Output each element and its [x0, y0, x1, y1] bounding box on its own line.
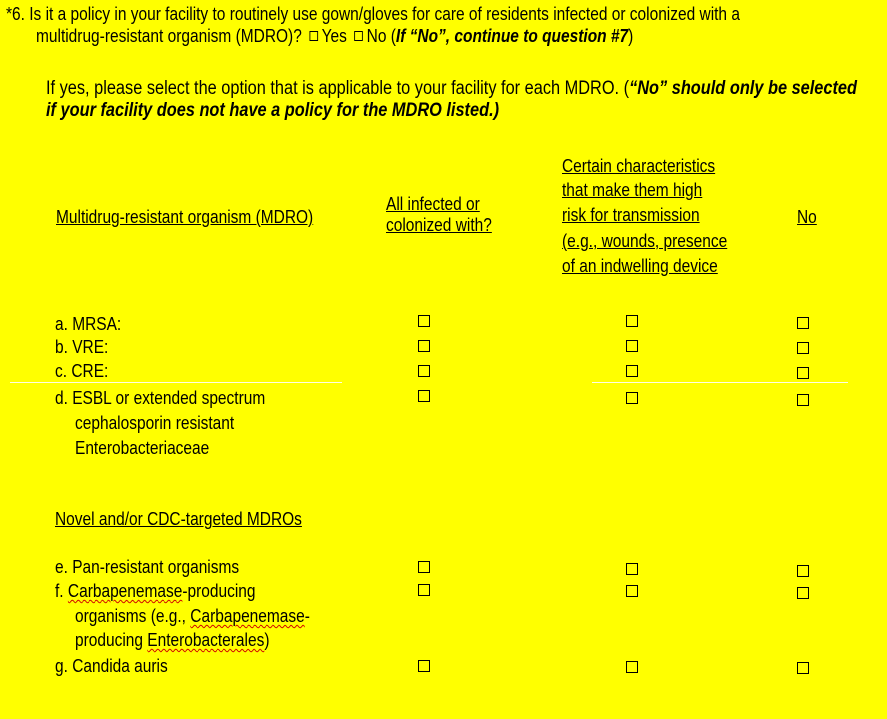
- paren-open: (: [390, 26, 396, 46]
- paren-close: ): [628, 26, 634, 46]
- carbapenemase-no-checkbox[interactable]: [797, 587, 809, 599]
- vre-all-infected-checkbox[interactable]: [418, 340, 430, 352]
- header-mdro: Multidrug-resistant organism (MDRO): [56, 207, 314, 227]
- row-label-carbapenemase-3: [75, 630, 269, 651]
- question-line-1: *6. Is it a policy in your facility to routinely use gown/gloves for care of residents infected or colonized with a: [6, 4, 740, 24]
- row-label-vre: b. VRE:: [55, 337, 109, 357]
- cre-certain-checkbox[interactable]: [626, 365, 638, 377]
- subinstruction-line-1: [46, 78, 857, 100]
- carbapenemase-certain-checkbox[interactable]: [626, 585, 638, 597]
- vre-certain-checkbox[interactable]: [626, 340, 638, 352]
- spellcheck-word: Carbapenemase: [67, 581, 183, 601]
- pan-resistant-certain-checkbox[interactable]: [626, 563, 638, 575]
- subinstruction-bold-1: “No” should only be selected: [629, 78, 857, 99]
- question-line-2: [36, 25, 633, 47]
- yes-label: Yes: [321, 26, 347, 46]
- carbapenemase-all-infected-checkbox[interactable]: [418, 584, 430, 596]
- mrsa-no-checkbox[interactable]: [797, 317, 809, 329]
- header-certain-3: risk for transmission: [562, 205, 700, 225]
- no-checkbox[interactable]: [355, 31, 364, 41]
- no-label: No: [366, 26, 387, 46]
- row-label-carbapenemase-1: [55, 581, 256, 602]
- header-certain-2: that make them high: [562, 180, 703, 200]
- row-label-pan-resistant: e. Pan-resistant organisms: [55, 557, 240, 577]
- row-label-candida-auris: g. Candida auris: [55, 656, 168, 676]
- row-label-esbl-2: cephalosporin resistant: [75, 413, 235, 433]
- mrsa-all-infected-checkbox[interactable]: [418, 315, 430, 327]
- row-divider-left: [10, 382, 342, 383]
- header-all-infected-2: colonized with?: [386, 215, 492, 235]
- f3-prefix: producing: [75, 630, 148, 650]
- row-divider-right: [592, 382, 848, 383]
- mrsa-certain-checkbox[interactable]: [626, 315, 638, 327]
- subinstruction-text: If yes, please select the option that is applicable to your facility for each MDRO. (: [46, 78, 630, 99]
- f2-prefix: organisms (e.g.,: [75, 606, 191, 626]
- spellcheck-word: Enterobacterales: [147, 630, 265, 650]
- f3-suffix: ): [264, 630, 270, 650]
- subinstruction-line-2: if your facility does not have a policy for the MDRO listed.): [46, 100, 500, 121]
- group2-heading: Novel and/or CDC-targeted MDROs: [55, 509, 302, 529]
- yes-checkbox[interactable]: [310, 31, 319, 41]
- header-no: No: [797, 207, 817, 227]
- candida-auris-all-infected-checkbox[interactable]: [418, 660, 430, 672]
- question-text: multidrug-resistant organism (MDRO)?: [36, 26, 302, 46]
- f2-suffix: -: [304, 606, 310, 626]
- candida-auris-certain-checkbox[interactable]: [626, 661, 638, 673]
- row-label-esbl-1: d. ESBL or extended spectrum: [55, 388, 266, 408]
- header-certain-1: Certain characteristics: [562, 156, 716, 176]
- f-prefix: f.: [55, 581, 68, 601]
- f-suffix: -producing: [182, 581, 256, 601]
- skip-instruction: If “No”, continue to question #7: [395, 26, 629, 46]
- pan-resistant-all-infected-checkbox[interactable]: [418, 561, 430, 573]
- esbl-all-infected-checkbox[interactable]: [418, 390, 430, 402]
- spellcheck-word: Carbapenemase: [190, 606, 305, 626]
- row-label-esbl-3: Enterobacteriaceae: [75, 438, 210, 458]
- cre-all-infected-checkbox[interactable]: [418, 365, 430, 377]
- esbl-certain-checkbox[interactable]: [626, 392, 638, 404]
- cre-no-checkbox[interactable]: [797, 367, 809, 379]
- esbl-no-checkbox[interactable]: [797, 394, 809, 406]
- row-label-mrsa: a. MRSA:: [55, 314, 122, 334]
- header-all-infected-1: All infected or: [386, 194, 480, 214]
- candida-auris-no-checkbox[interactable]: [797, 662, 809, 674]
- pan-resistant-no-checkbox[interactable]: [797, 565, 809, 577]
- header-certain-5: of an indwelling device: [562, 256, 718, 276]
- header-certain-4: (e.g., wounds, presence: [562, 231, 728, 251]
- vre-no-checkbox[interactable]: [797, 342, 809, 354]
- row-label-carbapenemase-2: [75, 606, 310, 627]
- row-label-cre: c. CRE:: [55, 361, 109, 381]
